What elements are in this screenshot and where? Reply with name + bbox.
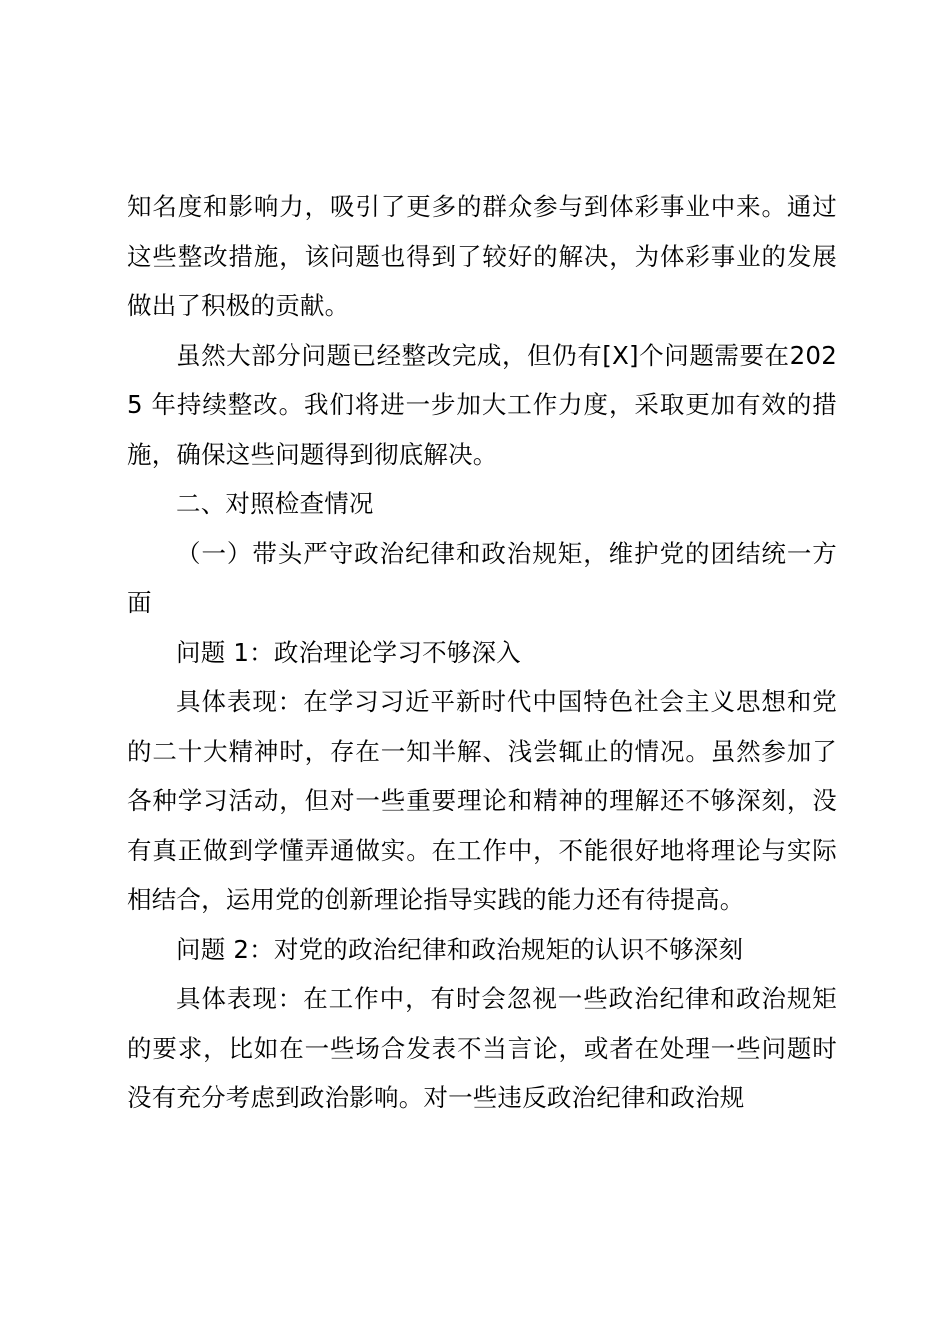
section-heading-inspection: 二、对照检查情况 [176,489,374,518]
issue-2-heading: 问题 2：对党的政治纪律和政治规矩的认识不够深刻 [176,934,744,964]
document-body [127,182,837,1123]
paragraph-continuation: 知名度和影响力，吸引了更多的群众参与到体彩事业中来。通过这些整改措施，该问题也得到了较好的解决，为体彩事业的发展做出了积极的贡献。 [127,192,837,320]
issue-1-heading: 问题 1：政治理论学习不够深入 [176,637,521,667]
subsection-heading-political-discipline: （一）带头严守政治纪律和政治规矩，维护党的团结统一方面 [127,538,837,617]
issue-1-description: 具体表现：在学习习近平新时代中国特色社会主义思想和党的二十大精神时，存在一知半解、浅尝辄止的情况。虽然参加了各种学习活动，但对一些重要理论和精神的理解还不够深刻，没有真正做到学懂弄通做实。在工作中，不能很好地将理论与实际相结合，运用党的创新理论指导实践的能力还有待提高。 [127,687,837,914]
paragraph-rectification-status: 虽然大部分问题已经整改完成，但仍有[X]个问题需要在2025 年持续整改。我们将进一步加大工作力度，采取更加有效的措施，确保这些问题得到彻底解决。 [127,340,837,469]
issue-2-description: 具体表现：在工作中，有时会忽视一些政治纪律和政治规矩的要求，比如在一些场合发表不当言论，或者在处理一些问题时没有充分考虑到政治影响。对一些违反政治纪律和政治规 [127,984,837,1112]
